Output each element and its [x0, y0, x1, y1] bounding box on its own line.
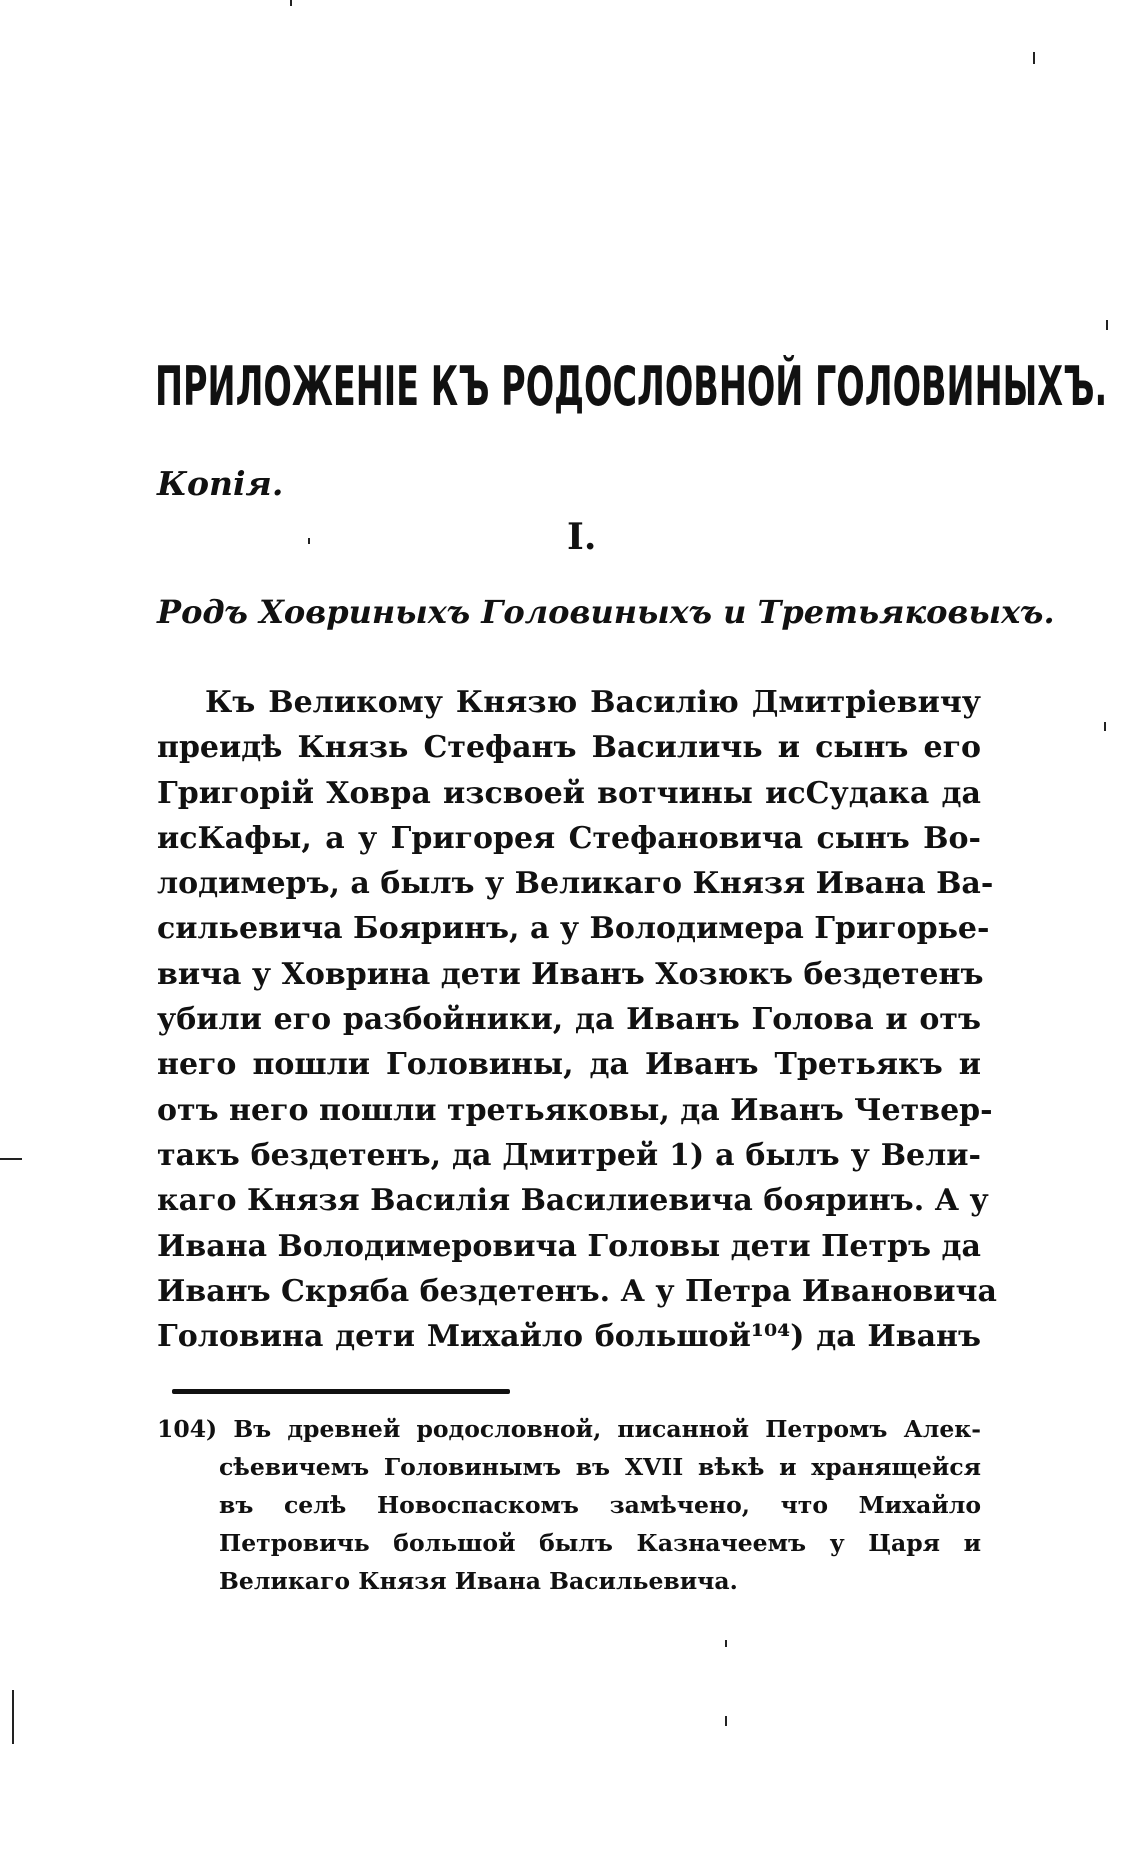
scan-speck: [290, 0, 292, 6]
body-line: исКафы, а у Григорея Стефановича сынъ Во-: [157, 820, 981, 856]
footnote-line: Петровичь большой былъ Казначеемъ у Царя и: [219, 1529, 981, 1557]
body-line: него пошли Головины, да Иванъ Третьякъ и: [157, 1047, 981, 1083]
footnote-line: въ селѣ Новоспаскомъ замѣчено, что Михайло: [219, 1491, 981, 1519]
section-number: I.: [567, 516, 597, 558]
page-heading: ПРИЛОЖЕНІЕ КЪ РОДОСЛОВНОЙ ГОЛОВИНЫХЪ.: [155, 355, 1108, 418]
body-line: каго Князя Василія Василиевича бояринъ. А у: [157, 1183, 989, 1219]
body-line: Къ Великому Князю Василію Дмитріевичу: [205, 685, 981, 720]
section-subtitle: Родъ Ховриныхъ Головиныхъ и Третьяковыхъ.: [157, 593, 1055, 631]
scan-speck: [1033, 52, 1035, 64]
footnote-divider: [172, 1389, 510, 1394]
scan-speck: [725, 1716, 727, 1726]
body-line: преидѣ Князь Стефанъ Василичь и сынъ его: [157, 730, 981, 766]
footnote-line: 104) Въ древней родословной, писанной Петромъ Алек-: [157, 1415, 981, 1443]
copy-label: Копія.: [157, 464, 284, 503]
body-line: Ивана Володимеровича Головы дети Петръ да: [157, 1228, 981, 1264]
scan-speck: [308, 538, 310, 544]
footnote-line: сѣевичемъ Головинымъ въ XVII вѣкѣ и хранящейся: [219, 1453, 981, 1481]
scan-speck: [1106, 320, 1108, 330]
scan-speck: [12, 1690, 14, 1744]
body-line: вича у Ховрина дети Иванъ Хозюкъ бездетенъ: [157, 956, 984, 992]
body-paragraph: [157, 680, 997, 1359]
body-line: Иванъ Скряба бездетенъ. А у Петра Ивановича: [157, 1273, 997, 1309]
body-line: сильевича Бояринъ, а у Володимера Григорье-: [157, 911, 990, 947]
footnote-line: Великаго Князя Ивана Васильевича.: [219, 1567, 738, 1595]
body-line: убили его разбойники, да Иванъ Голова и отъ: [157, 1002, 981, 1038]
footnote: [157, 1410, 981, 1600]
body-line: Головина дети Михайло большой¹⁰⁴) да Иванъ: [157, 1319, 981, 1355]
body-line: такъ бездетенъ, да Дмитрей 1) а былъ у Вели-: [157, 1137, 981, 1173]
body-line: отъ него пошли третьяковы, да Иванъ Четвер-: [157, 1092, 993, 1128]
scan-speck: [0, 1158, 22, 1160]
scan-speck: [725, 1640, 727, 1647]
body-line: лодимеръ, а былъ у Великаго Князя Ивана Ва-: [157, 866, 994, 902]
body-line: Григорій Ховра изсвоей вотчины исСудака да: [157, 775, 981, 811]
scan-speck: [1104, 722, 1106, 731]
